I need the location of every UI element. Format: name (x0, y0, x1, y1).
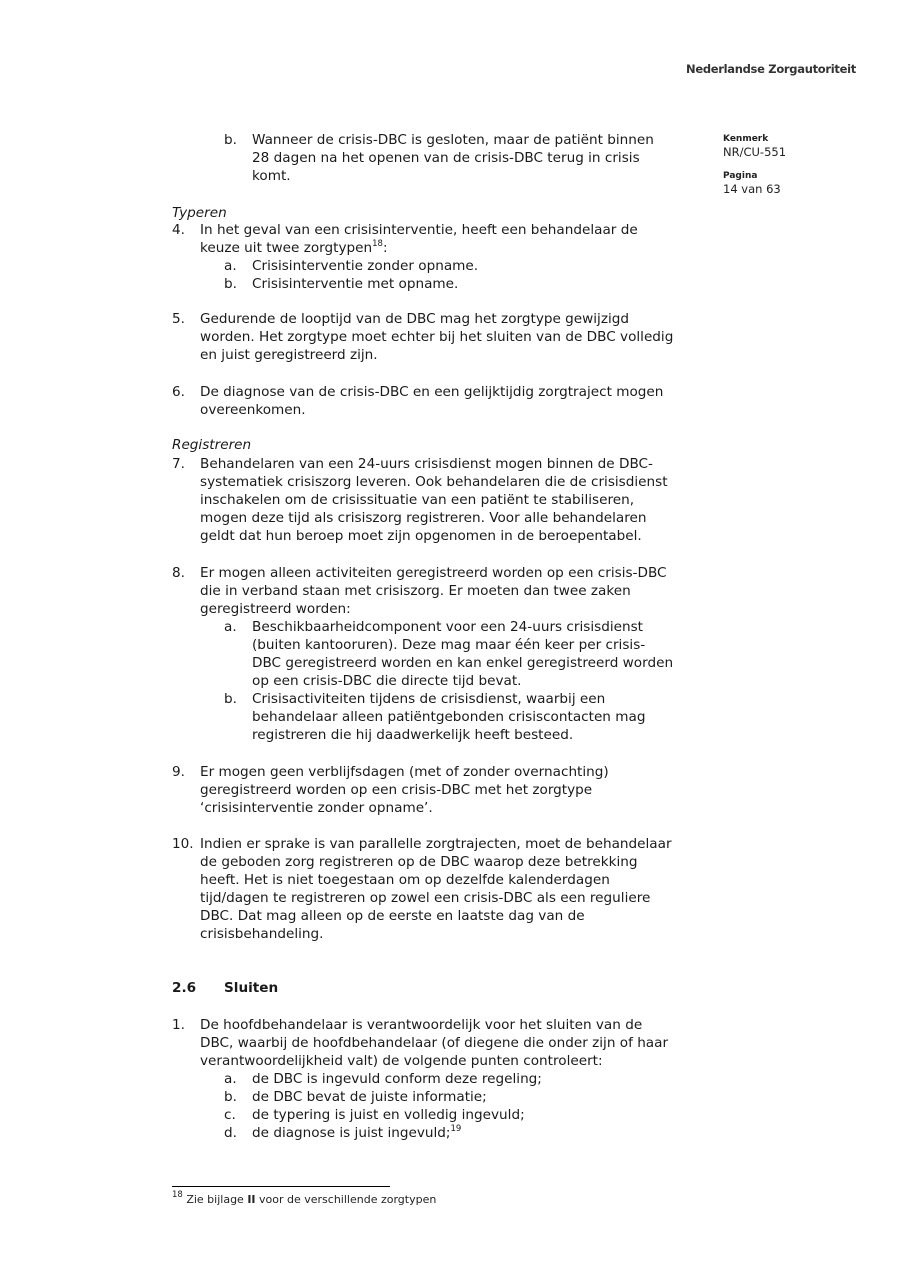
list-item (224, 131, 694, 185)
list-item (172, 835, 692, 943)
list-item (224, 1088, 694, 1106)
item-label: b. (224, 276, 237, 292)
item-number: 10. (172, 836, 194, 852)
list-item (172, 564, 692, 618)
list-item (224, 1070, 694, 1088)
text-span: Zie bijlage (182, 1193, 248, 1206)
item-label: a. (224, 619, 237, 635)
text-line: 28 dagen na het openen van de crisis-DBC terug in crisis (252, 150, 640, 166)
list-item (172, 310, 692, 364)
list-item (224, 690, 694, 744)
text-line: Beschikbaarheidcomponent voor een 24-uurs crisisdienst (252, 619, 644, 635)
text-line: die in verband staan met crisiszorg. Er moeten dan twee zaken (200, 583, 631, 599)
item-label: b. (224, 1089, 237, 1105)
item-number: 9. (172, 764, 185, 780)
text-span: de diagnose is juist ingevuld; (252, 1125, 451, 1141)
text-line: overeenkomen. (200, 402, 306, 418)
text-line: geregistreerd worden op een crisis-DBC met het zorgtype (200, 782, 593, 798)
text-line: en juist geregistreerd zijn. (200, 347, 378, 363)
text-line: Indien er sprake is van parallelle zorgtrajecten, moet de behandelaar (200, 836, 672, 852)
item-label: b. (224, 132, 237, 148)
text-line: mogen deze tijd als crisiszorg registreren. Voor alle behandelaren (200, 510, 647, 526)
text-line: DBC. Dat mag alleen op de eerste en laatste dag van de (200, 908, 585, 924)
footnote-ref[interactable]: 18 (372, 239, 383, 249)
text-line: Behandelaren van een 24-uurs crisisdienst mogen binnen de DBC- (200, 456, 653, 472)
item-label: c. (224, 1107, 236, 1123)
footnote-number: 18 (172, 1190, 183, 1200)
pagina-label: Pagina (723, 171, 758, 181)
item-number: 4. (172, 222, 185, 238)
section-number: 2.6 (172, 980, 197, 996)
item-number: 7. (172, 456, 185, 472)
text-line: DBC geregistreerd worden en kan enkel geregistreerd worden (252, 655, 674, 671)
text-line: ‘crisisinterventie zonder opname’. (200, 800, 433, 816)
text-line: verantwoordelijkheid valt) de volgende punten controleert: (200, 1053, 603, 1069)
footnote-ref[interactable]: 19 (450, 1124, 462, 1134)
text-line: Er mogen alleen activiteiten geregistreerd worden op een crisis-DBC (200, 565, 667, 581)
text-line: systematiek crisiszorg leveren. Ook behandelaren die de crisisdienst (200, 474, 668, 490)
list-item (172, 1016, 692, 1070)
text-line: Crisisactiviteiten tijdens de crisisdienst, waarbij een (252, 691, 606, 707)
text-line: De diagnose van de crisis-DBC en een gelijktijdig zorgtraject mogen (200, 384, 664, 400)
text-line: Crisisinterventie zonder opname. (252, 258, 479, 274)
kenmerk-value: NR/CU-551 (723, 145, 787, 159)
text-line (200, 239, 692, 257)
text-line: inschakelen om de crisissituatie van een patiënt te stabiliseren, (200, 492, 635, 508)
text-span: keuze uit twee zorgtypen (200, 240, 373, 256)
text-line: geldt dat hun beroep moet zijn opgenomen in de beroepentabel. (200, 528, 642, 544)
text-line: geregistreerd worden: (200, 601, 351, 617)
section-title: Sluiten (224, 980, 279, 996)
text-line: de DBC bevat de juiste informatie; (252, 1089, 487, 1105)
list-item (172, 383, 692, 419)
text-line: heeft. Het is niet toegestaan om op dezelfde kalenderdagen (200, 872, 610, 888)
list-item (172, 221, 692, 257)
text-line: op een crisis-DBC die directe tijd bevat. (252, 673, 522, 689)
pagina-value: 14 van 63 (723, 182, 781, 196)
text-line: de geboden zorg registreren op de DBC waarop deze betrekking (200, 854, 638, 870)
text-span: voor de verschillende zorgtypen (255, 1193, 437, 1206)
list-item (224, 275, 694, 293)
list-item (224, 1106, 694, 1124)
organization-name: Nederlandse Zorgautoriteit (686, 62, 856, 76)
text-span: : (382, 240, 388, 256)
text-line: Er mogen geen verblijfsdagen (met of zonder overnachting) (200, 764, 609, 780)
text-line: In het geval van een crisisinterventie, heeft een behandelaar de (200, 222, 638, 238)
list-item (224, 618, 694, 690)
footnote-divider (172, 1186, 390, 1187)
text-line: worden. Het zorgtype moet echter bij het sluiten van de DBC volledig (200, 329, 674, 345)
subheading-registreren: Registreren (172, 437, 252, 453)
text-line: tijd/dagen te registreren op zowel een crisis-DBC als een reguliere (200, 890, 651, 906)
text-line: De hoofdbehandelaar is verantwoordelijk voor het sluiten van de (200, 1017, 643, 1033)
text-line: de typering is juist en volledig ingevuld; (252, 1107, 525, 1123)
text-line: Wanneer de crisis-DBC is gesloten, maar de patiënt binnen (252, 132, 654, 148)
text-line: (buiten kantooruren). Deze mag maar één keer per crisis- (252, 637, 646, 653)
text-line: komt. (252, 168, 291, 184)
item-number: 6. (172, 384, 185, 400)
item-label: d. (224, 1125, 237, 1141)
item-number: 5. (172, 311, 185, 327)
list-item (224, 1124, 694, 1142)
item-number: 8. (172, 565, 185, 581)
text-line: Gedurende de looptijd van de DBC mag het zorgtype gewijzigd (200, 311, 630, 327)
footnote (172, 1190, 437, 1206)
kenmerk-label: Kenmerk (723, 134, 769, 144)
text-line: de DBC is ingevuld conform deze regeling; (252, 1071, 542, 1087)
item-label: b. (224, 691, 237, 707)
text-line: crisisbehandeling. (200, 926, 324, 942)
section-heading (172, 979, 692, 997)
document-body (172, 0, 692, 1180)
text-line: DBC, waarbij de hoofdbehandelaar (of diegene die onder zijn of haar (200, 1035, 669, 1051)
item-label: a. (224, 1071, 237, 1087)
item-label: a. (224, 258, 237, 274)
text-line: Crisisinterventie met opname. (252, 276, 459, 292)
list-item (224, 257, 694, 275)
text-line: behandelaar alleen patiëntgebonden crisiscontacten mag (252, 709, 646, 725)
list-item (172, 455, 692, 545)
subheading-typeren: Typeren (172, 205, 227, 221)
item-number: 1. (172, 1017, 185, 1033)
text-line: registreren die hij daadwerkelijk heeft besteed. (252, 727, 574, 743)
text-line (252, 1124, 694, 1142)
list-item (172, 763, 692, 817)
text-span: II (247, 1193, 256, 1206)
